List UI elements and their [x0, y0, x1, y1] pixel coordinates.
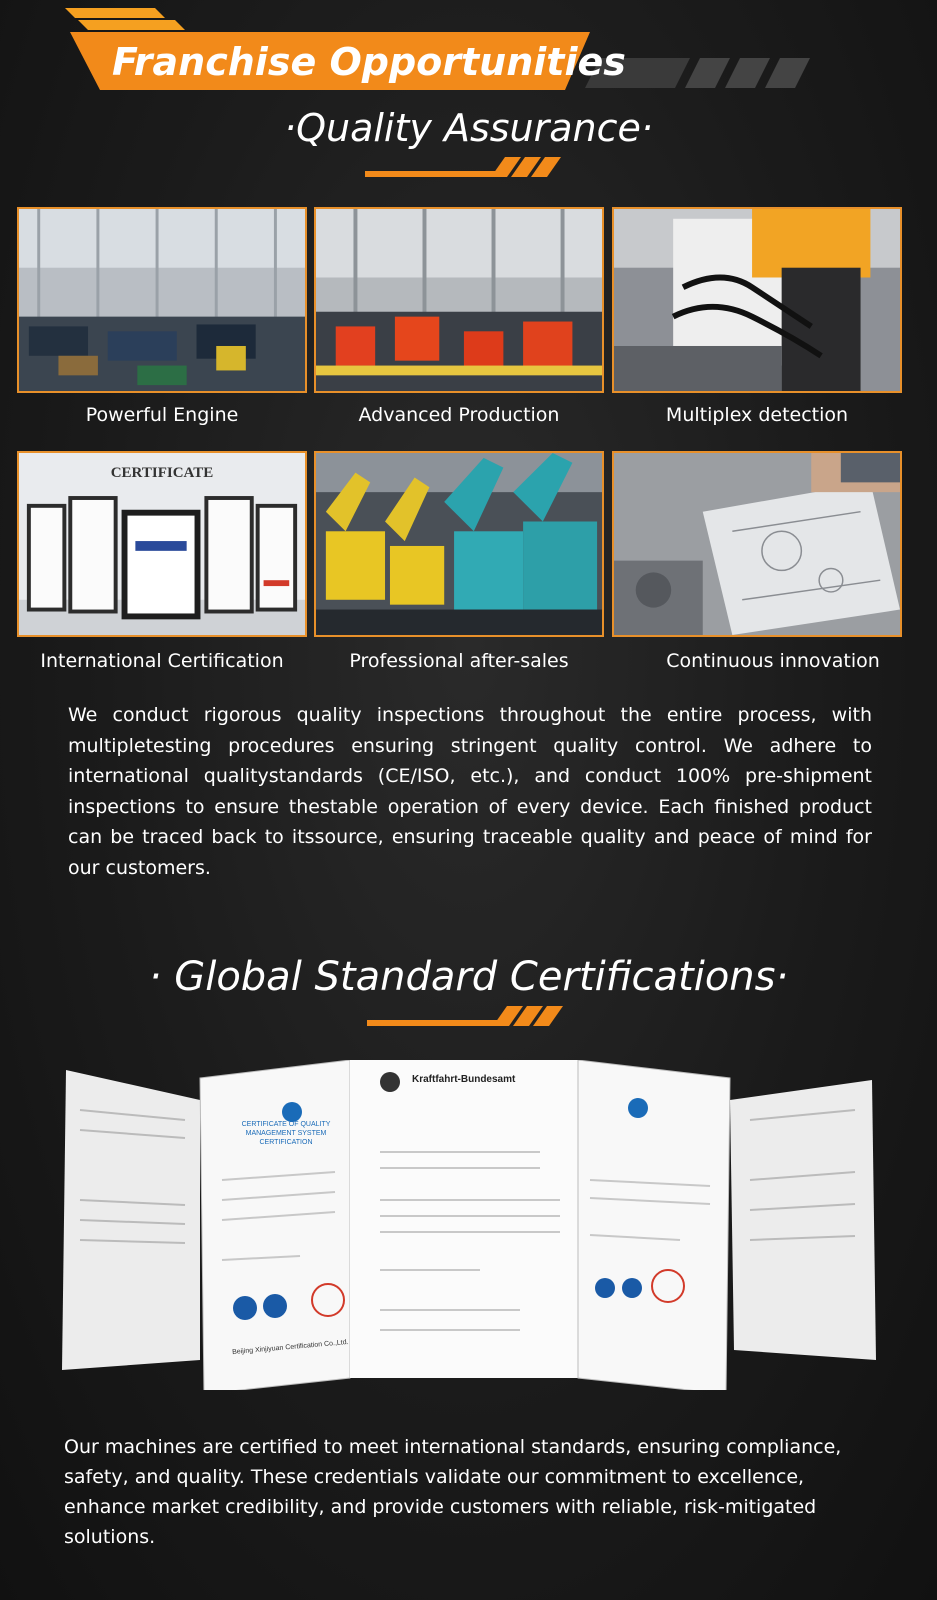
certificates-fan: [0, 1060, 937, 1390]
certificates-photo: [17, 451, 307, 637]
blueprints-photo: [612, 451, 902, 637]
quality-title-underline: [365, 155, 575, 179]
quality-title: Quality Assurance: [296, 106, 641, 150]
caption-international-certification: International Certification: [40, 650, 284, 672]
banner-title: Franchise Opportunities: [112, 40, 626, 84]
global-title-row: [0, 954, 937, 1000]
title-dot-right: ·: [640, 106, 653, 150]
cert-kba-header: Kraftfahrt-Bundesamt: [412, 1074, 516, 1085]
caption-powerful-engine: Powerful Engine: [85, 404, 239, 426]
certificate-sign: CERTIFICATE: [110, 465, 214, 481]
inspection-photo: [612, 207, 902, 393]
title-dot-left: ·: [148, 954, 175, 1000]
global-title: Global Standard Certifications: [174, 954, 776, 1000]
caption-professional-after-sales: Professional after-sales: [349, 650, 569, 672]
cert-qms-header: CERTIFICATE OF QUALITY MANAGEMENT SYSTEM CERTIFICATION: [241, 1121, 331, 1146]
global-paragraph: Our machines are certified to meet international standards, ensuring compliance, safety, and quality. These credentials validate our commitment to excellence, enhance market credibility, and provide customers with reliable, risk-mitigated solutions.: [64, 1436, 842, 1548]
caption-multiplex-detection: Multiplex detection: [665, 404, 849, 426]
title-dot-left: ·: [284, 106, 297, 150]
cert-issuer: Beijing Xinjiyuan Certification Co.,Ltd.: [231, 1338, 349, 1357]
factory-floor-photo: [17, 207, 307, 393]
quality-paragraph: We conduct rigorous quality inspections throughout the entire process, with multipletesting procedures ensuring stringent quality control. We adhere to international qualitystandards (CE/ISO, etc.), and conduct 100% pre-shipment inspections to ensure thestable operation of every device. Each finished product can be traced back to itssource, ensuring traceable quality and peace of mind for our customers.: [68, 704, 872, 879]
title-dot-right: ·: [775, 954, 789, 1000]
global-title-underline: [367, 1004, 577, 1028]
excavators-photo: [314, 451, 604, 637]
quality-title-row: [0, 106, 937, 150]
production-line-photo: [314, 207, 604, 393]
caption-advanced-production: Advanced Production: [358, 404, 560, 426]
caption-continuous-innovation: Continuous innovation: [666, 650, 880, 672]
